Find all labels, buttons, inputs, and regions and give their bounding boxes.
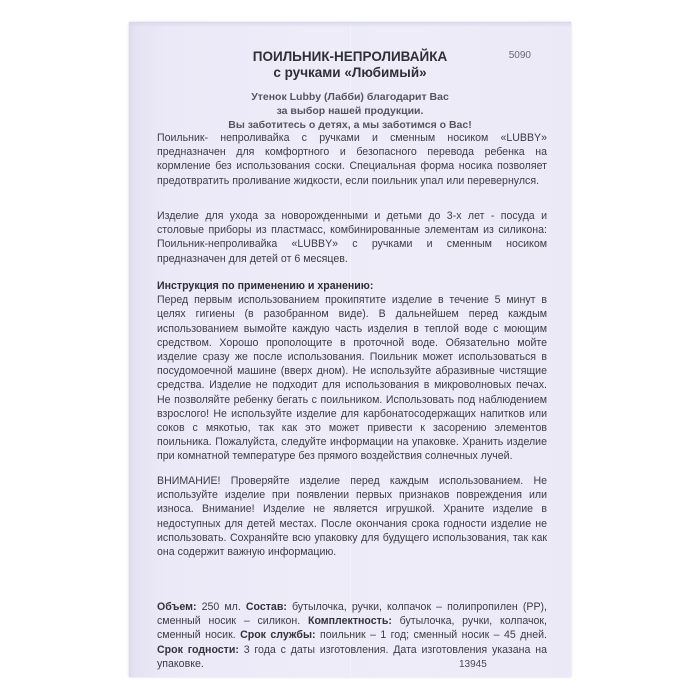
instructions-heading: Инструкция по применению и хранению: (157, 280, 374, 292)
volume-value: 250 мл. (196, 601, 246, 613)
instructions-text: Перед первым использованием прокипятите изделие в течение 5 минут в целях гигиены (в разобранном виде). В дальнейшем перед каждым использованием вымойте каждую часть изделия в теплой воде с моющим средством. Хорошо прополощите в проточной воде. Обязательно мойте изделие сразу же после использования. Поильник может использоваться в посудомоечной машине (вверх дном). Не используйте абразивные чистящие средства. Изделие не подходит для использования в микроволновых печах. Не позволяйте ребенку бегать с поильником. Использовать под наблюдением взрослого! Не используйте изделие для карбонатосодержащих напитков или соков с мякотью, так как это может привести к засорению элементов поильника. Пожалуйста, следуйте информации на упаковке. Хранить изделие при комнатной температуре без прямого воздействия солнечных лучей. (157, 294, 547, 463)
completeness-value: бутылочка, ручки, колпачок, сменный носик. (157, 615, 547, 642)
service-life-label: Срок службы: (240, 629, 316, 642)
title-line-1: ПОИЛЬНИК-НЕПРОЛИВАЙКА (252, 49, 448, 64)
title-line-2: с ручками «Любимый» (273, 65, 427, 80)
composition-label: Состав: (245, 601, 287, 613)
thanks-message (129, 90, 571, 132)
thanks-line-1: Утенок Lubby (Лабби) благодарит Вас (251, 91, 449, 103)
service-life-value: поильник – 1 год; сменный носик – 45 дней. (315, 629, 547, 642)
instructions-section (157, 279, 547, 464)
warning-paragraph: ВНИМАНИЕ! Проверяйте изделие перед каждым использованием. Не используйте изделие при появлении первых признаков повреждения или износа. Внимание! Изделие не является игрушкой. Храните изделие в недоступных для детей местах. После окончания срока годности изделие не использовать. Сохраняйте всю упаковку для будущего использования, так как она содержит важную информацию. (157, 475, 547, 559)
volume-label: Объем: (157, 601, 197, 613)
document-code-bottom: 13945 (459, 659, 487, 670)
document-code-top: 5090 (508, 50, 531, 61)
product-category-paragraph: Изделие для ухода за новорожденными и детьми до 3-х лет - посуда и столовые приборы из пластмасс, комбинированные элементам из силикона: Поильник-непроливайка «LUBBY» с ручками и сменным носиком предназначен для детей от 6 месяцев. (157, 210, 547, 265)
composition-value: бутылочка, ручки, колпачок – полипропилен (PP), сменный носик – силикон. (157, 601, 547, 628)
instruction-leaflet (129, 22, 571, 677)
shelf-life-label: Срок годности: (157, 643, 239, 656)
shelf-life-value: 3 года с даты изготовления. Дата изготовления указана на упаковке. (157, 643, 547, 670)
thanks-line-2: за выбор нашей продукции. (276, 105, 424, 117)
product-description-paragraph: Поильник- непроливайка с ручками и сменным носиком «LUBBY» предназначен для комфортного и безопасного перевода ребенка на кормление без использования соски. Специальная форма носика позволяет предотвратить проливание жидкости, если поильник упал или перевернулся. (157, 132, 547, 187)
thanks-line-3: Вы заботитесь о детях, а мы заботимся о Вас! (228, 119, 472, 131)
document-title (129, 49, 571, 81)
completeness-label: Комплектность: (308, 615, 392, 628)
